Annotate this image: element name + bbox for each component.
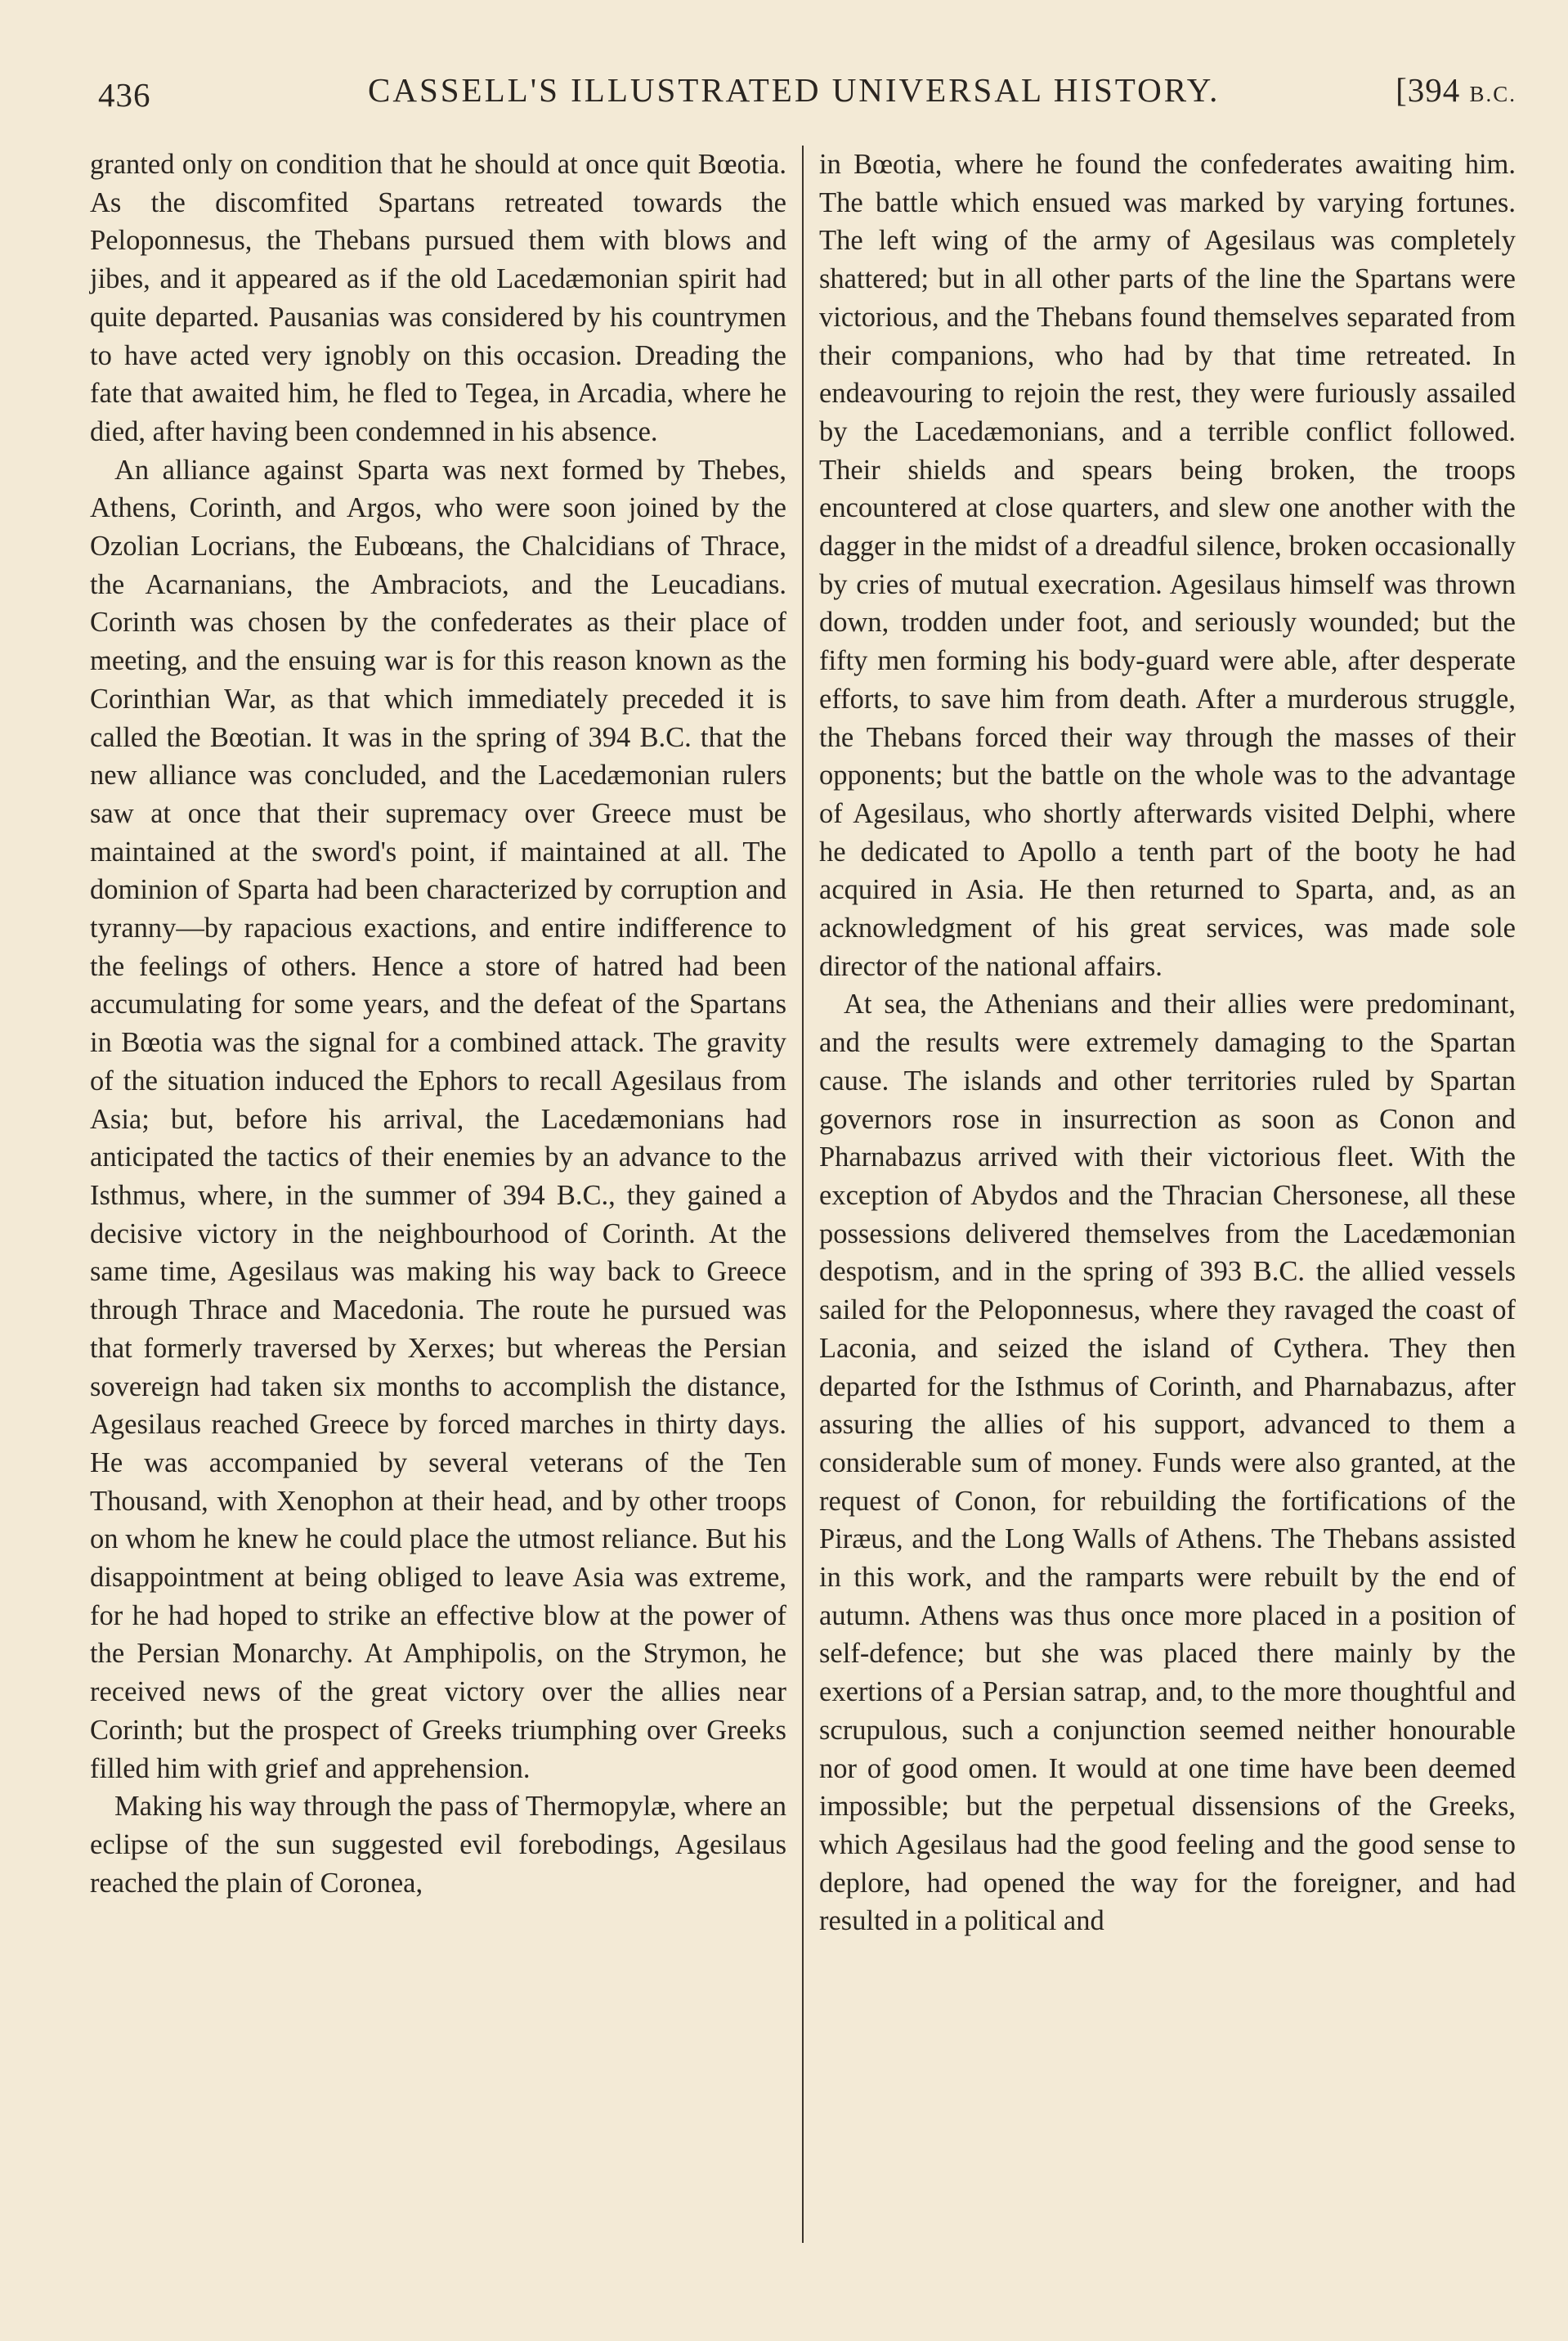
right-column <box>819 146 1516 1940</box>
paragraph: At sea, the Athenians and their allies were predominant, and the results were extremely damaging to the Spartan cause. The islands and other territories ruled by Spartan governors rose in insurrection as soon as Conon and Pharnabazus arrived with their victorious fleet. With the exception of Abydos and the Thracian Chersonese, all these possessions delivered themselves from the Lacedæmonian despotism, and in the spring of 393 B.C. the allied vessels sailed for the Peloponnesus, where they ravaged the coast of Laconia, and seized the island of Cythera. They then departed for the Isthmus of Corinth, and Pharnabazus, after assuring the allies of his support, advanced to them a considerable sum of money. Funds were also granted, at the request of Conon, for rebuilding the fortifications of the Piræus, and the Long Walls of Athens. The Thebans assisted in this work, and the ramparts were rebuilt by the end of autumn. Athens was thus once more placed in a position of self-defence; but she was placed there mainly by the exertions of a Persian satrap, and, to the more thoughtful and scrupulous, such a conjunction seemed neither honourable nor of good omen. It would at one time have been deemed impossible; but the perpetual dissensions of the Greeks, which Agesilaus had the good feeling and the good sense to deplore, had opened the way for the foreigner, and had resulted in a political and <box>819 989 1516 1937</box>
date-reference <box>1396 70 1516 110</box>
date-reference-era: B.C. <box>1469 82 1516 106</box>
paragraph: An alliance against Sparta was next formed by Thebes, Athens, Corinth, and Argos, who were soon joined by the Ozolian Locrians, the Eubœans, the Chalcidians of Thrace, the Acarnanians, the Ambraciots, and the Leucadians. Corinth was chosen by the confederates as their place of meeting, and the ensuing war is for this reason known as the Corinthian War, as that which immediately preceded it is called the Bœotian. It was in the spring of 394 B.C. that the new alliance was concluded, and the Lacedæmonian rulers saw at once that their supremacy over Greece must be maintained at the sword's point, if maintained at all. The dominion of Sparta had been characterized by corruption and tyranny—by rapacious exactions, and entire indifference to the feelings of others. Hence a store of hatred had been accumulating for some years, and the defeat of the Spartans in Bœotia was the signal for a combined attack. The gravity of the situation induced the Ephors to recall Agesilaus from Asia; but, before his arrival, the Lacedæmonians had anticipated the tactics of their enemies by an advance to the Isthmus, where, in the summer of 394 B.C., they gained a decisive victory in the neighbourhood of Corinth. At the same time, Agesilaus was making his way back to Greece through Thrace and Macedonia. The route he pursued was that formerly traversed by Xerxes; but whereas the Persian sovereign had taken six months to accomplish the distance, Agesilaus reached Greece by forced marches in thirty days. He was accompanied by several veterans of the Ten Thousand, with Xenophon at their head, and by other troops on whom he knew he could place the utmost reliance. But his disappointment at being obliged to leave Asia was extreme, for he had hoped to strike an effective blow at the power of the Persian Monarchy. At Amphipolis, on the Strymon, he received news of the great victory over the allies near Corinth; but the prospect of Greeks triumphing over Greeks filled him with grief and apprehension. <box>90 454 786 1784</box>
page-number: 436 <box>98 76 151 114</box>
paragraph: in Bœotia, where he found the confederates awaiting him. The battle which ensued was marked by varying fortunes. The left wing of the army of Agesilaus was completely shattered; but in all other parts of the line the Spartans were victorious, and the Thebans found themselves separated from their companions, who had by that time retreated. In endeavouring to rejoin the rest, they were furiously assailed by the Lacedæmonians, and a terrible conflict followed. Their shields and spears being broken, the troops encountered at close quarters, and slew one another with the dagger in the midst of a dreadful silence, broken occasionally by cries of mutual execration. Agesilaus himself was thrown down, trodden under foot, and seriously wounded; but the fifty men forming his body-guard were able, after desperate efforts, to save him from death. After a murderous struggle, the Thebans forced their way through the masses of their opponents; but the battle on the whole was to the advantage of Agesilaus, who shortly afterwards visited Delphi, where he dedicated to Apollo a tenth part of the booty he had acquired in Asia. He then returned to Sparta, and, as an acknowledgment of his great services, was made sole director of the national affairs. <box>819 149 1516 982</box>
date-reference-year: [394 <box>1396 71 1461 109</box>
page-header <box>90 64 1516 121</box>
running-title: CASSELL'S ILLUSTRATED UNIVERSAL HISTORY. <box>368 71 1221 109</box>
paragraph: granted only on condition that he should at once quit Bœotia. As the discomfited Spartans retreated towards the Peloponnesus, the Thebans pursued them with blows and jibes, and it appeared as if the old Lacedæmonian spirit had quite departed. Pausanias was considered by his countrymen to have acted very ignobly on this occasion. Dreading the fate that awaited him, he fled to Tegea, in Arcadia, where he died, after having been condemned in his absence. <box>90 149 786 447</box>
paragraph: Making his way through the pass of Thermopylæ, where an eclipse of the sun suggested evil forebodings, Agesilaus reached the plain of Coronea, <box>90 1791 786 1899</box>
left-column <box>90 146 786 1902</box>
column-divider <box>802 146 804 2243</box>
